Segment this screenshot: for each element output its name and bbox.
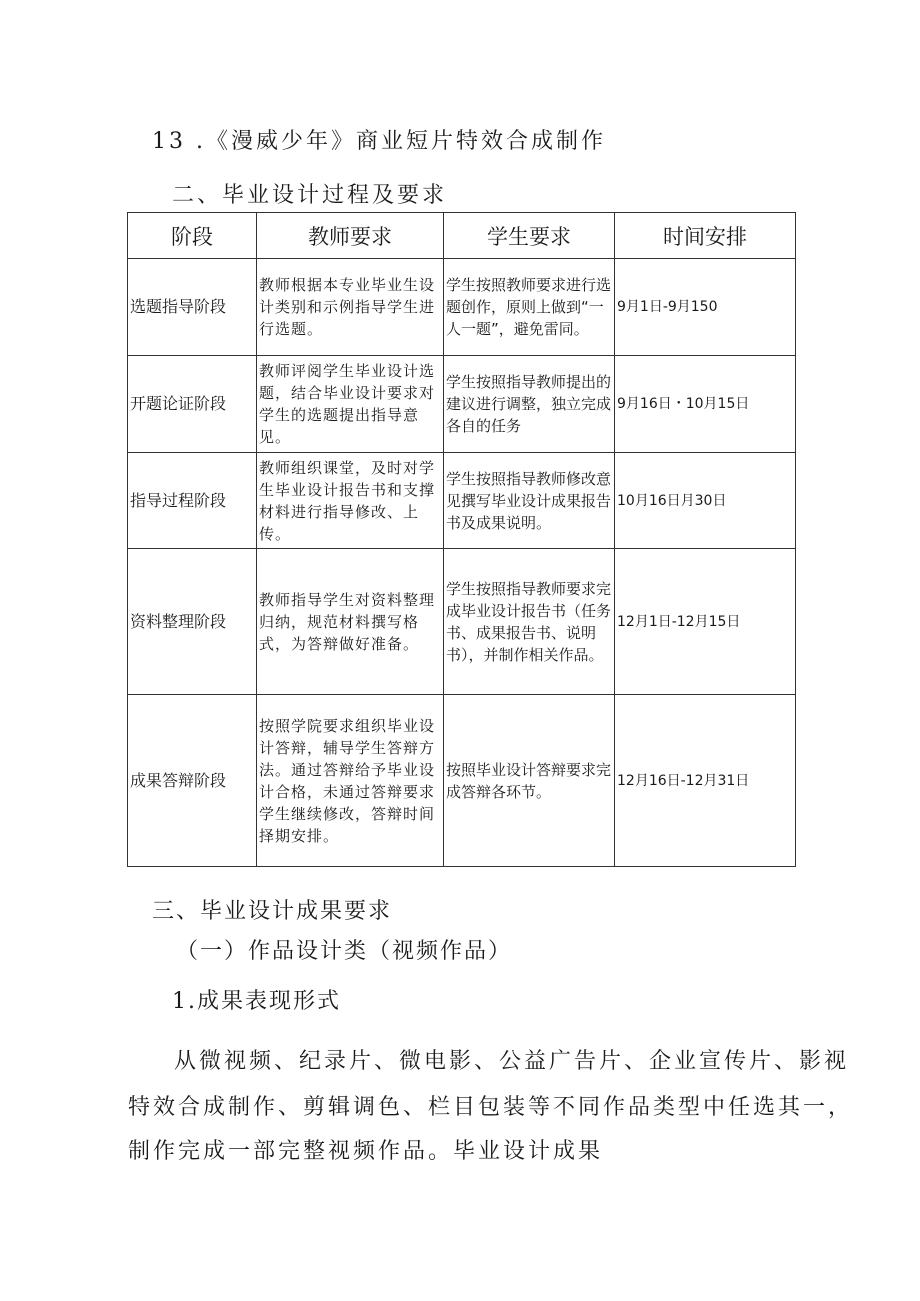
student-requirement-text: 按照毕业设计答辩要求完成答辩各环节。 [446, 760, 612, 801]
student-requirement-text: 学生按照指导教师要求完成毕业设计报告书（任务书、成果报告书、说明书），并制作相关作品。 [446, 579, 612, 664]
student-requirement-text: 学生按照指导教师提出的建议进行调整，独立完成各自的任务 [446, 373, 612, 435]
student-requirement-cell [444, 695, 615, 867]
paragraph-line: 特效合成制作、剪辑调色、栏目包装等不同作品类型中任选其一， [128, 1095, 854, 1120]
student-requirement-cell [444, 549, 615, 695]
schedule-cell: 9月1日-9月150 [615, 259, 796, 356]
table-row [128, 549, 796, 695]
teacher-requirement-text: 教师根据本专业毕业生设计类别和示例指导学生进行选题。 [259, 276, 436, 338]
schedule-cell: 9月16日・10月15日 [615, 356, 796, 453]
stage-cell: 开题论证阶段 [128, 356, 257, 453]
teacher-requirement-cell [257, 549, 444, 695]
project-title: 13 .《漫威少年》商业短片特效合成制作 [152, 129, 606, 154]
table-row [128, 356, 796, 453]
teacher-requirement-text: 教师指导学生对资料整理归纳，规范材料撰写格式，为答辩做好准备。 [259, 590, 436, 653]
subsection-heading-video-works: （一）作品设计类（视频作品） [176, 939, 513, 964]
paragraph-line: 从微视频、纪录片、微电影、公益广告片、企业宣传片、影视 [174, 1049, 850, 1074]
teacher-requirement-text: 按照学院要求组织毕业设计答辩，辅导学生答辩方法。通过答辩给予毕业设计合格，未通过答辩要求学生继续修改，答辩时间择期安排。 [259, 716, 436, 845]
process-requirements-table [127, 212, 796, 867]
table-row [128, 453, 796, 549]
teacher-requirement-text: 教师评阅学生毕业设计选题，结合毕业设计要求对学生的选题提出指导意见。 [259, 362, 436, 446]
header-student-requirements: 学生要求 [444, 213, 615, 259]
item-heading-presentation-form: 1.成果表现形式 [172, 989, 341, 1014]
teacher-requirement-cell [257, 695, 444, 867]
stage-cell: 指导过程阶段 [128, 453, 257, 549]
stage-cell: 成果答辩阶段 [128, 695, 257, 867]
teacher-requirement-text: 教师组织课堂，及时对学生毕业设计报告书和支撑材料进行指导修改、上传。 [259, 458, 436, 543]
paragraph-line: 制作完成一部完整视频作品。毕业设计成果 [128, 1139, 604, 1164]
stage-cell: 选题指导阶段 [128, 259, 257, 356]
header-schedule: 时间安排 [615, 213, 796, 259]
table-header-row [128, 213, 796, 259]
student-requirement-cell [444, 356, 615, 453]
student-requirement-cell [444, 259, 615, 356]
table-row [128, 259, 796, 356]
stage-cell: 资料整理阶段 [128, 549, 257, 695]
student-requirement-text: 学生按照教师要求进行选题创作，原则上做到“一人一题”，避免雷同。 [446, 276, 612, 338]
schedule-cell: 10月16日月30日 [615, 453, 796, 549]
teacher-requirement-cell [257, 356, 444, 453]
section-heading-process: 二、毕业设计过程及要求 [172, 183, 448, 208]
table-row [128, 695, 796, 867]
schedule-cell: 12月1日-12月15日 [615, 549, 796, 695]
teacher-requirement-cell [257, 259, 444, 356]
student-requirement-text: 学生按照指导教师修改意见撰写毕业设计成果报告书及成果说明。 [446, 469, 612, 532]
section-heading-results: 三、毕业设计成果要求 [152, 899, 393, 924]
student-requirement-cell [444, 453, 615, 549]
teacher-requirement-cell [257, 453, 444, 549]
header-stage: 阶段 [128, 213, 257, 259]
header-teacher-requirements: 教师要求 [257, 213, 444, 259]
schedule-cell: 12月16日-12月31日 [615, 695, 796, 867]
